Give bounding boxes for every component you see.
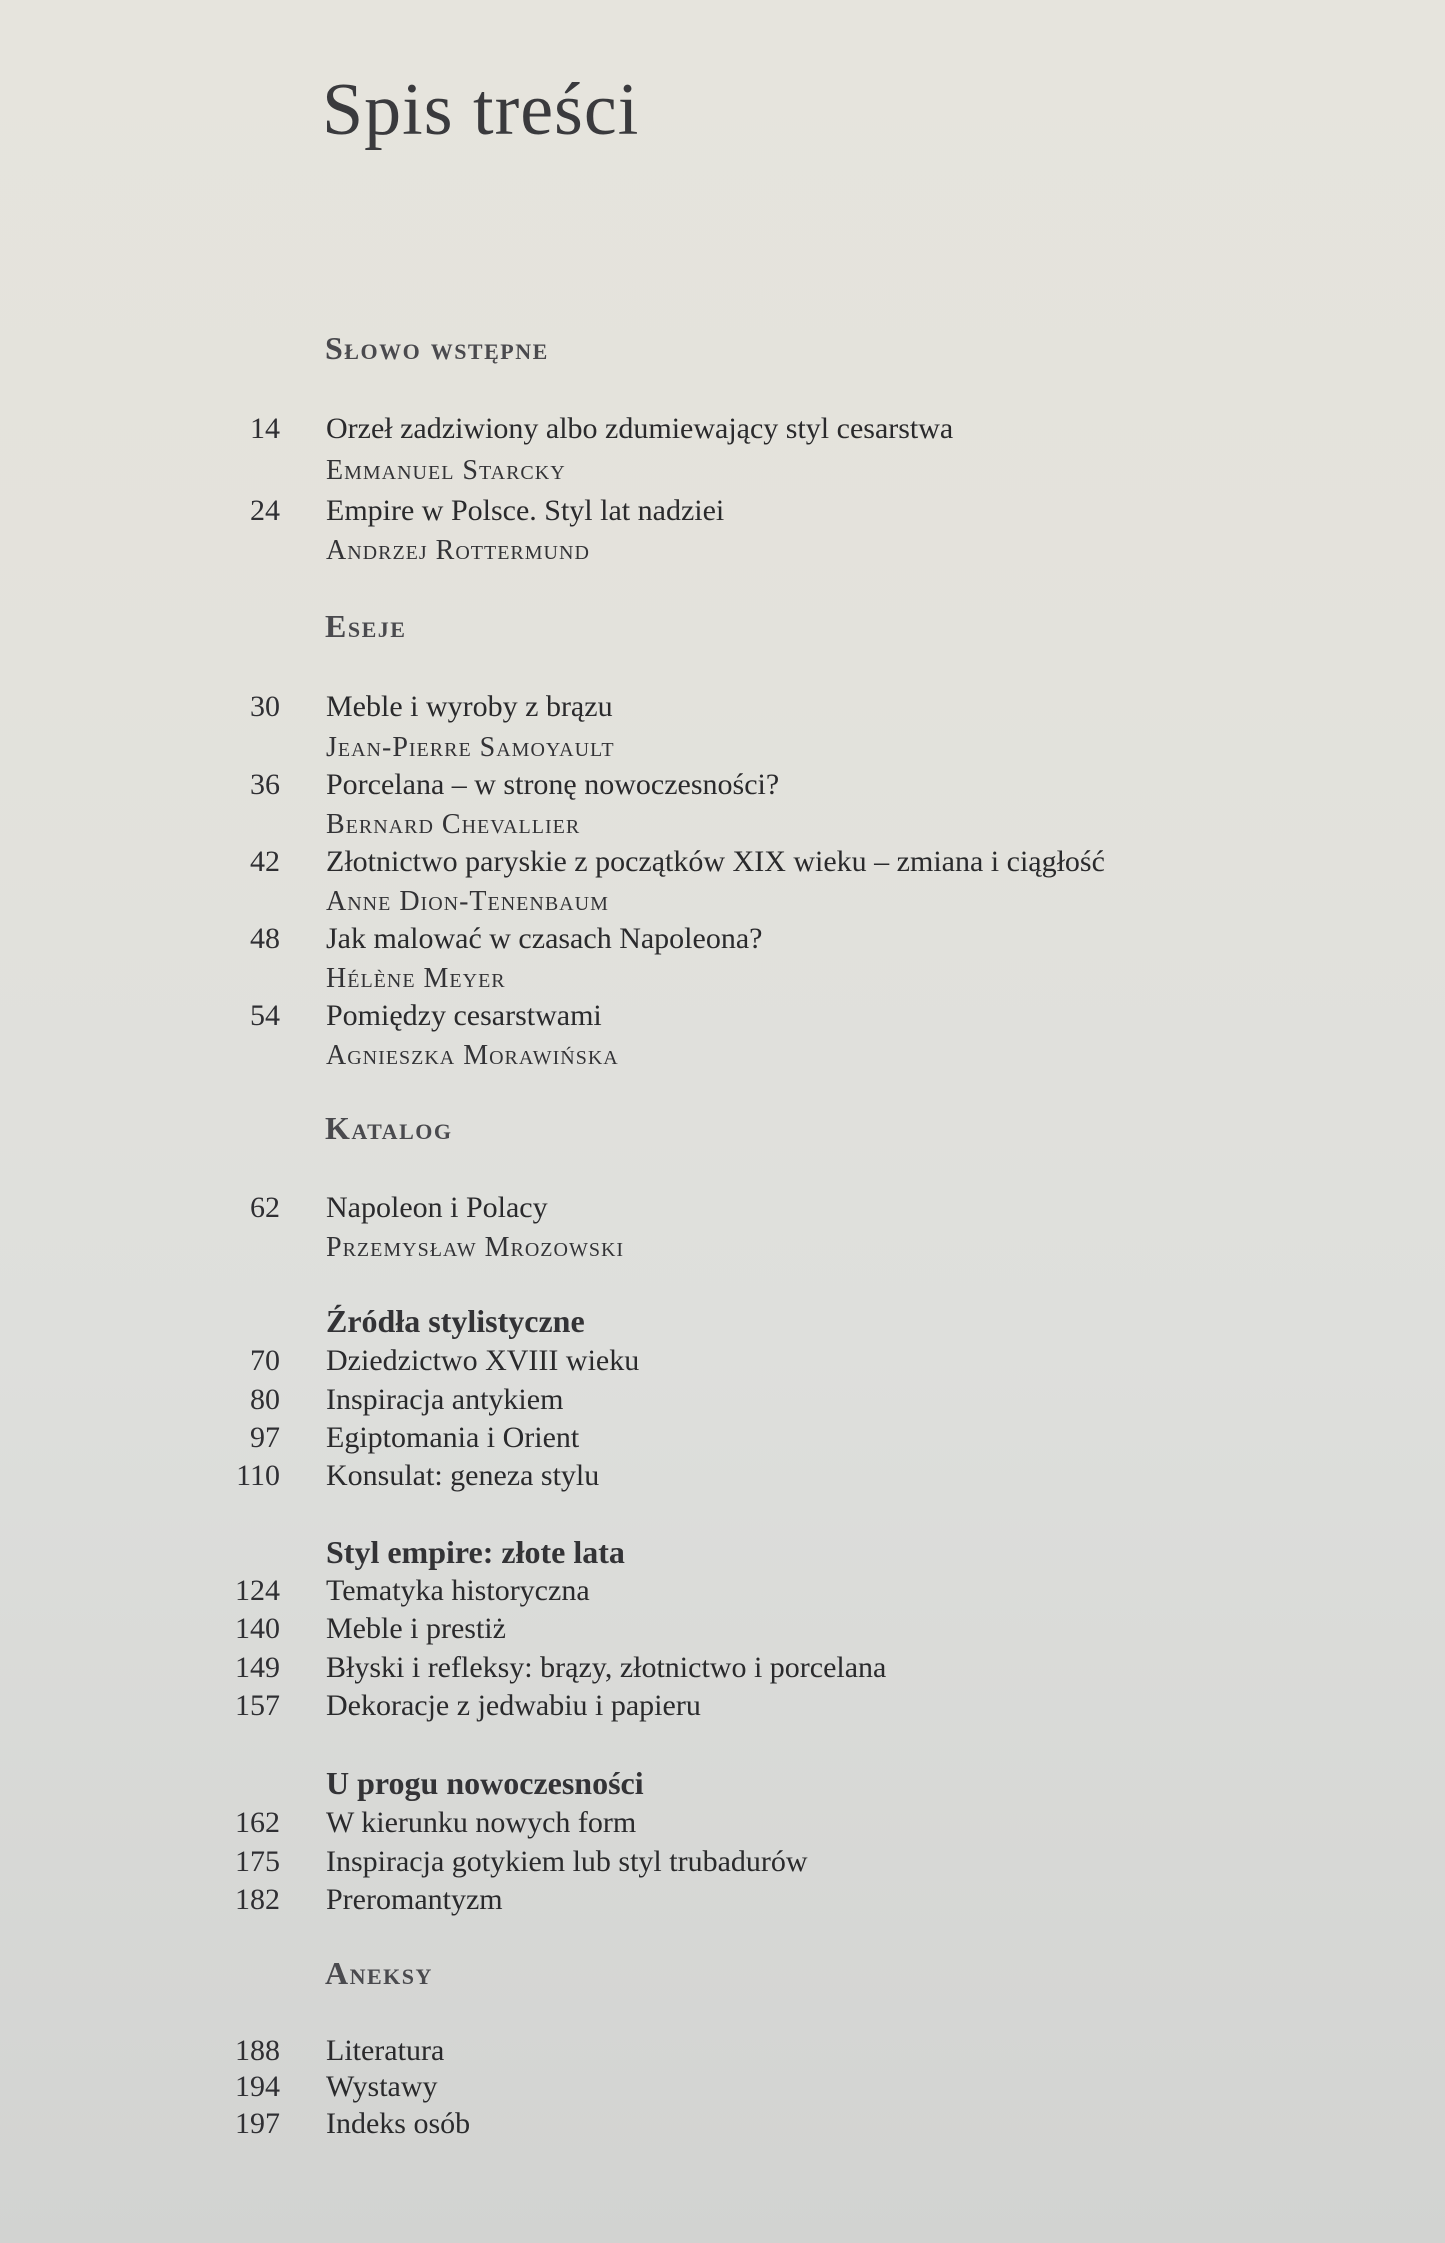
toc-entry[interactable] [0, 922, 1445, 962]
page-number: 80 [250, 1383, 280, 1416]
entry-title: Meble i wyroby z brązu [326, 690, 613, 723]
entry-title: Tematyka historyczna [326, 1574, 590, 1607]
entry-title: Inspiracja gotykiem lub styl trubadurów [326, 1845, 808, 1878]
entry-title: W kierunku nowych form [326, 1806, 637, 1839]
entry-author: Emmanuel Starcky [326, 455, 566, 486]
page-number: 149 [235, 1651, 280, 1684]
entry-title: Dekoracje z jedwabiu i papieru [326, 1689, 701, 1722]
page-number: 197 [235, 2107, 280, 2140]
entry-title: Dziedzictwo XVIII wieku [326, 1344, 640, 1377]
toc-entry[interactable] [0, 1383, 1445, 1423]
page-number: 182 [235, 1883, 280, 1916]
toc-entry[interactable] [0, 1845, 1445, 1885]
toc-entry[interactable] [0, 2070, 1445, 2110]
entry-title: Jak malować w czasach Napoleona? [326, 922, 763, 955]
toc-entry[interactable] [0, 1651, 1445, 1691]
toc-author-row [0, 809, 1445, 849]
page-number: 70 [250, 1344, 280, 1377]
toc-entry[interactable] [0, 1574, 1445, 1614]
entry-author: Agnieszka Morawińska [326, 1040, 619, 1071]
section-heading-katalog: Katalog [325, 1110, 453, 1146]
toc-entry[interactable] [0, 999, 1445, 1039]
toc-author-row [0, 886, 1445, 926]
toc-entry[interactable] [0, 768, 1445, 808]
page-number: 97 [250, 1421, 280, 1454]
toc-entry[interactable] [0, 1883, 1445, 1923]
entry-title: Literatura [326, 2034, 445, 2067]
toc-entry[interactable] [0, 1421, 1445, 1461]
page-number: 188 [235, 2034, 280, 2067]
toc-entry[interactable] [0, 1612, 1445, 1652]
toc-entry[interactable] [0, 2034, 1445, 2074]
section-heading-slowo-wstepne: Słowo wstępne [325, 330, 549, 366]
page-number: 124 [235, 1574, 280, 1607]
toc-entry[interactable] [0, 412, 1445, 452]
toc-entry[interactable] [0, 845, 1445, 885]
entry-title: Błyski i refleksy: brązy, złotnictwo i porcelana [326, 1651, 887, 1684]
entry-title: Złotnictwo paryskie z początków XIX wieku – zmiana i ciągłość [326, 845, 1105, 878]
entry-title: Meble i prestiż [326, 1612, 506, 1645]
page-number: 54 [250, 999, 280, 1032]
entry-title: Preromantyzm [326, 1883, 503, 1916]
entry-author: Jean-Pierre Samoyault [326, 732, 615, 763]
page-number: 110 [236, 1459, 280, 1492]
entry-title: Empire w Polsce. Styl lat nadziei [326, 494, 725, 527]
entry-author: Hélène Meyer [326, 963, 506, 994]
page-number: 14 [250, 412, 280, 445]
entry-title: Wystawy [326, 2070, 438, 2103]
toc-author-row [0, 1040, 1445, 1080]
entry-title: Napoleon i Polacy [326, 1191, 548, 1224]
toc-entry[interactable] [0, 1806, 1445, 1846]
entry-author: Anne Dion-Tenenbaum [326, 886, 609, 917]
section-heading-aneksy: Aneksy [325, 1955, 433, 1991]
subsection-heading: Styl empire: złote lata [326, 1534, 625, 1570]
section-heading-eseje: Eseje [325, 608, 407, 644]
page-number: 48 [250, 922, 280, 955]
toc-entry[interactable] [0, 1459, 1445, 1499]
toc-author-row [0, 1232, 1445, 1272]
toc-entry[interactable] [0, 494, 1445, 534]
page-number: 140 [235, 1612, 280, 1645]
page-number: 175 [235, 1845, 280, 1878]
page-number: 42 [250, 845, 280, 878]
entry-title: Inspiracja antykiem [326, 1383, 564, 1416]
toc-entry[interactable] [0, 1191, 1445, 1231]
entry-author: Przemysław Mrozowski [326, 1232, 625, 1263]
toc-author-row [0, 455, 1445, 495]
entry-author: Andrzej Rottermund [326, 535, 590, 566]
page-number: 194 [235, 2070, 280, 2103]
entry-title: Konsulat: geneza stylu [326, 1459, 600, 1492]
toc-author-row [0, 732, 1445, 772]
subsection-heading: U progu nowoczesności [326, 1765, 644, 1801]
page-title: Spis treści [322, 69, 640, 151]
entry-title: Egiptomania i Orient [326, 1421, 580, 1454]
toc-entry[interactable] [0, 1689, 1445, 1729]
entry-title: Porcelana – w stronę nowoczesności? [326, 768, 780, 801]
toc-author-row [0, 535, 1445, 575]
toc-author-row [0, 963, 1445, 1003]
entry-title: Indeks osób [326, 2107, 471, 2140]
toc-entry[interactable] [0, 690, 1445, 730]
toc-entry[interactable] [0, 1344, 1445, 1384]
entry-title: Pomiędzy cesarstwami [326, 999, 602, 1032]
page-number: 36 [250, 768, 280, 801]
page-number: 24 [250, 494, 280, 527]
subsection-heading: Źródła stylistyczne [326, 1303, 585, 1339]
entry-author: Bernard Chevallier [326, 809, 581, 840]
entry-title: Orzeł zadziwiony albo zdumiewający styl cesarstwa [326, 412, 954, 445]
page-number: 157 [235, 1689, 280, 1722]
page-number: 162 [235, 1806, 280, 1839]
toc-entry[interactable] [0, 2107, 1445, 2147]
page-number: 30 [250, 690, 280, 723]
page-number: 62 [250, 1191, 280, 1224]
